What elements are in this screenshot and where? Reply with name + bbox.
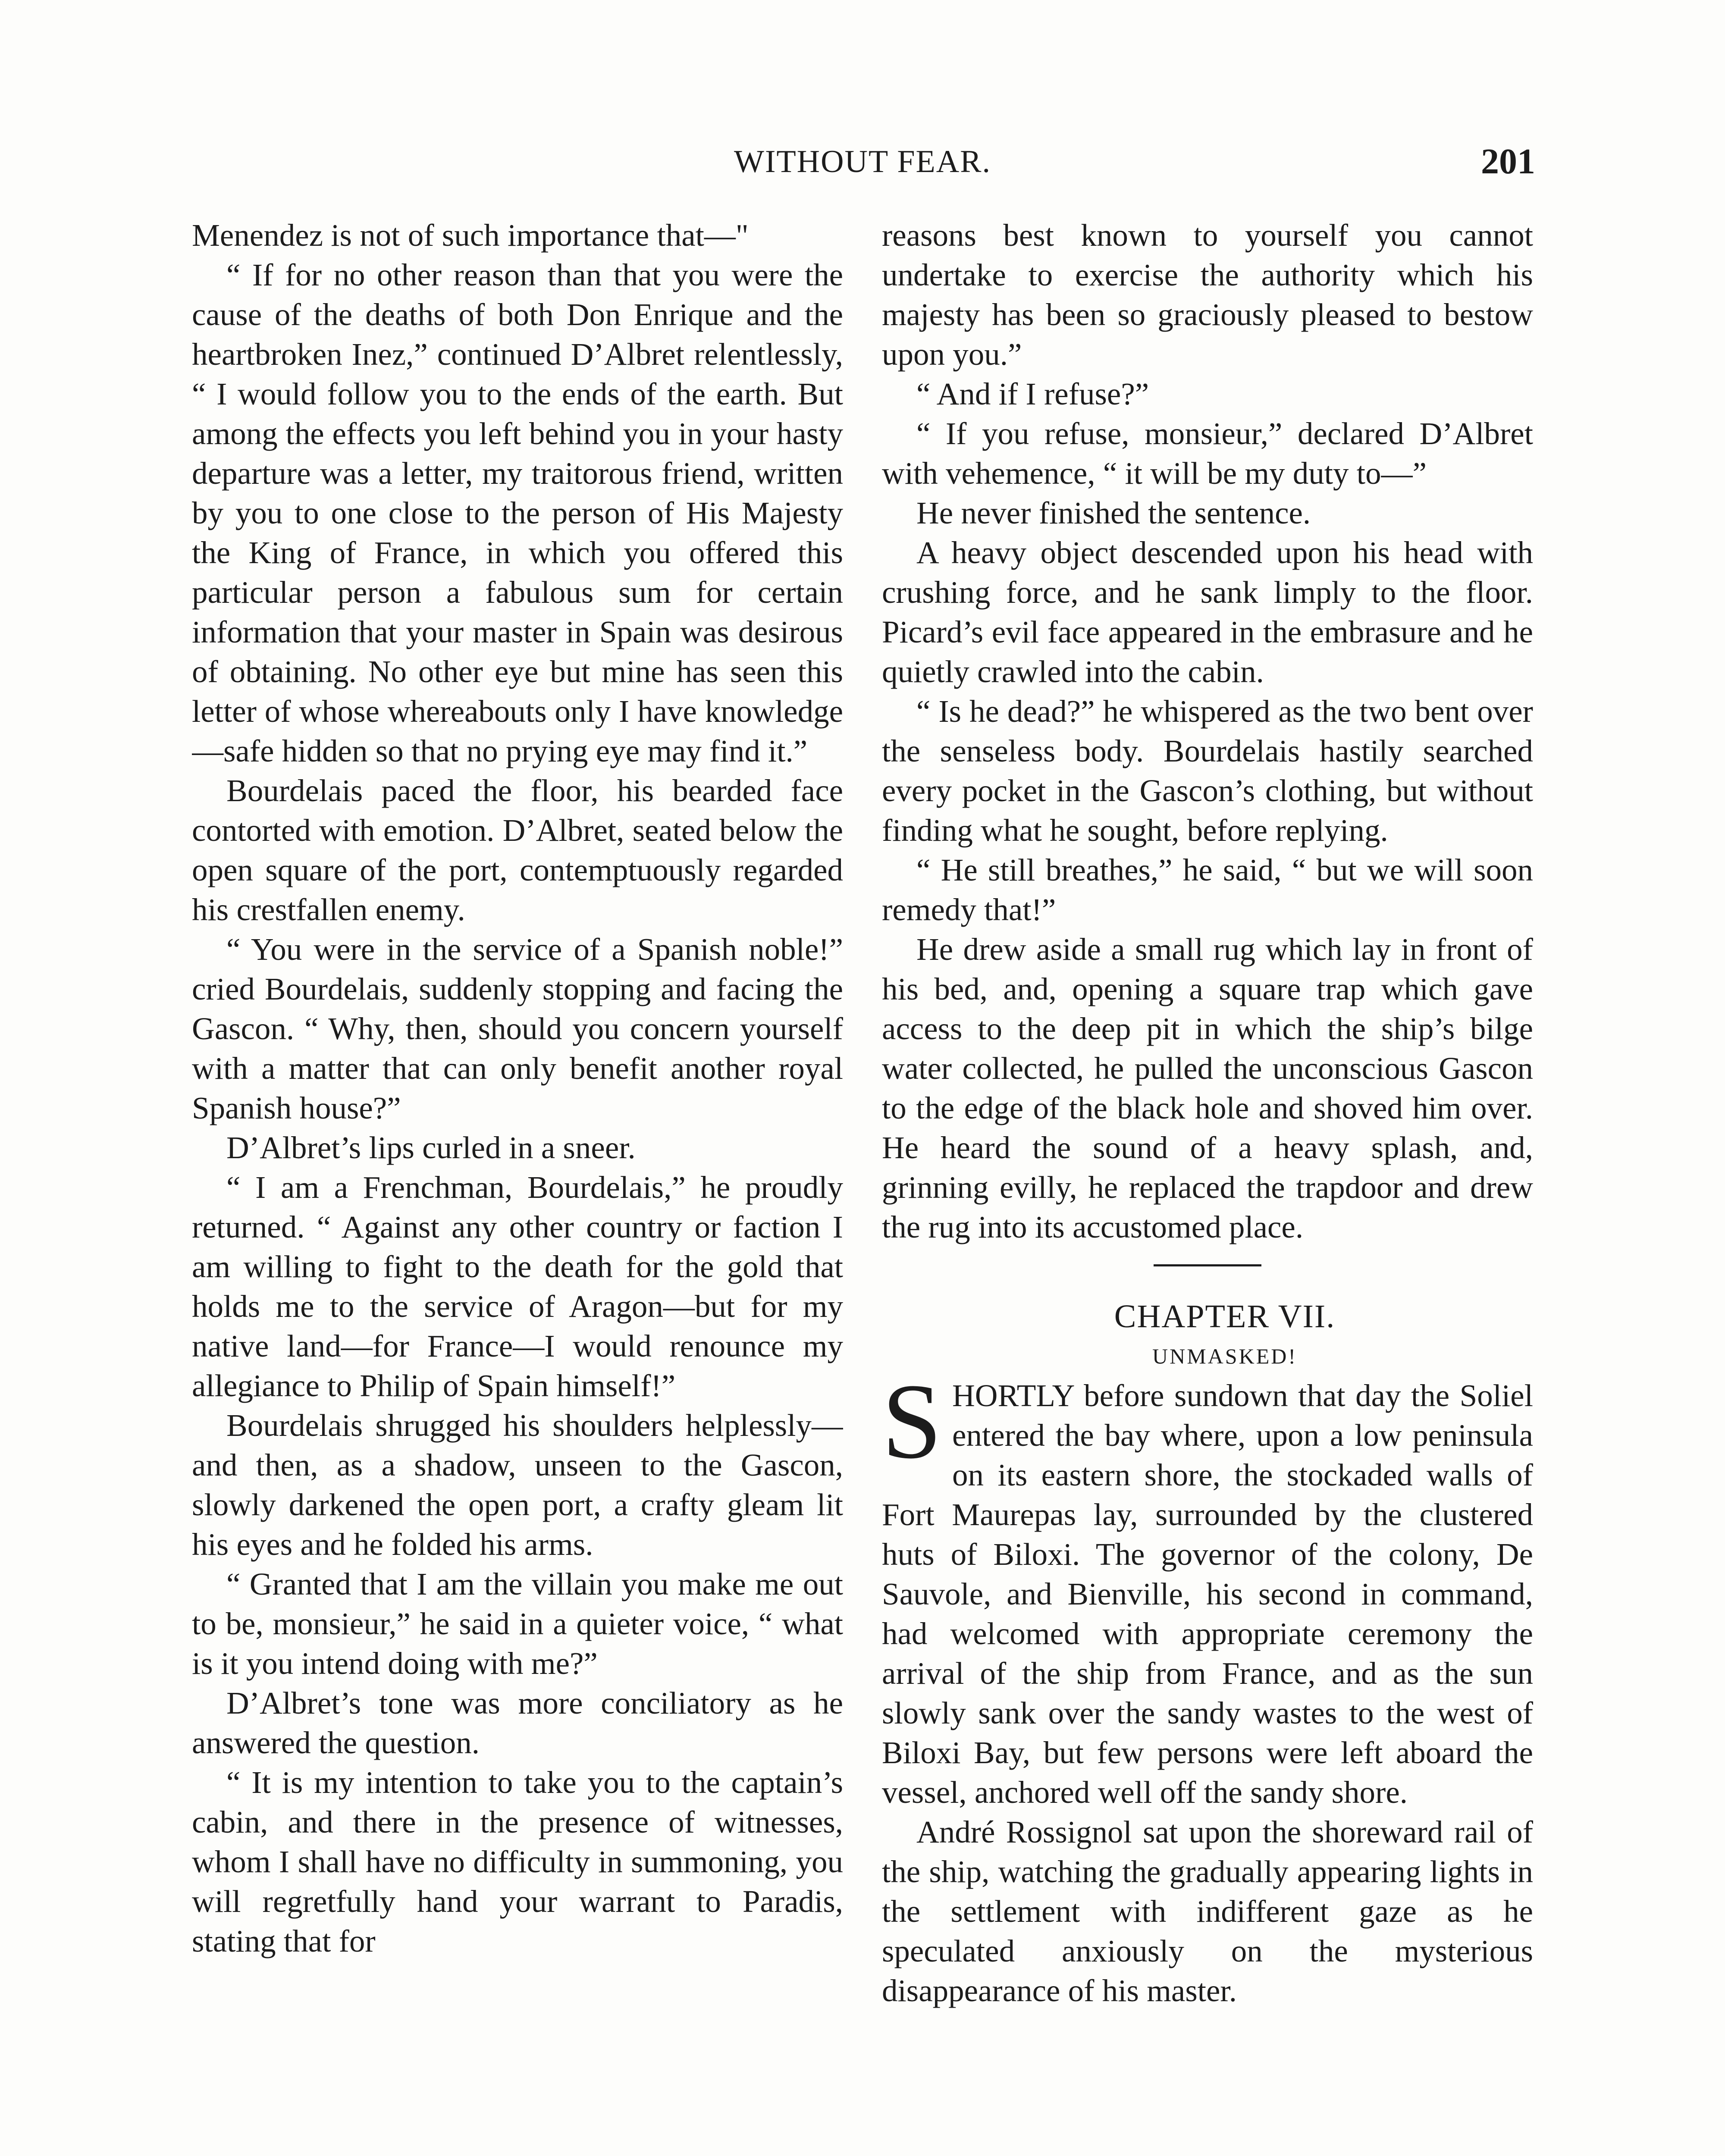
paragraph: A heavy object descended upon his head with crushing force, and he sank limply to the floor. Picard’s evil face appeared in the embrasure and he quietly crawled into the cabin. <box>882 535 1533 689</box>
page-number: 201 <box>1481 141 1535 182</box>
chapter-subtitle: UNMASKED! <box>1152 1344 1297 1368</box>
paragraph: Bourdelais paced the floor, his bearded face contorted with emotion. D’Albret, seated below the open square of the port, contemptuously regarded his crestfallen enemy. <box>192 773 843 927</box>
right-column <box>882 216 1533 2156</box>
paragraph: Bourdelais shrugged his shoulders helplessly—and then, as a shadow, unseen to the Gascon, slowly darkened the open port, a crafty gleam lit his eyes and he folded his arms. <box>192 1408 843 1562</box>
paragraph: “ It is my intention to take you to the captain’s cabin, and there in the presence of witnesses, whom I shall have no difficulty in summoning, you will regretfully hand your warrant to Paradis, stating that for <box>192 1765 843 1959</box>
chapter-opening-paragraph <box>882 1362 1533 1812</box>
paragraph: He drew aside a small rug which lay in front of his bed, and, opening a square trap which gave access to the deep pit in which the ship’s bilge water collected, he pulled the unconscious Gascon to the edge of the black hole and shoved him over. He heard the sound of a heavy splash, and, grinning evilly, he replaced the trapdoor and drew the rug into its accustomed place. <box>882 932 1533 1244</box>
paragraph: “ You were in the service of a Spanish noble!” cried Bourdelais, suddenly stopping and facing the Gascon. “ Why, then, should you concern yourself with a matter that can only benefit another royal Spanish house?” <box>192 932 843 1125</box>
running-title: WITHOUT FEAR. <box>734 144 991 179</box>
section-divider <box>1154 1264 1261 1266</box>
paragraph: André Rossignol sat upon the shoreward rail of the ship, watching the gradually appearing lights in the settlement with indifferent gaze as he speculated anxiously on the mysterious disappearance of his master. <box>882 1814 1533 2008</box>
paragraph: He never finished the sentence. <box>916 495 1311 530</box>
paragraph: “ He still breathes,” he said, “ but we will soon remedy that!” <box>882 852 1533 927</box>
chapter-title: CHAPTER VII. <box>1114 1298 1336 1335</box>
paragraph: “ And if I refuse?” <box>916 376 1149 411</box>
left-column <box>192 216 843 2156</box>
paragraph: Menendez is not of such importance that—" <box>192 218 749 253</box>
opening-paragraph-text: HORTLY before sundown that day the Soliel entered the bay where, upon a low peninsula on its eastern shore, the stockaded walls of Fort Maurepas lay, surrounded by the clustered huts of Biloxi. The governor of the colony, De Sauvole, and Bienville, his second in command, had welcomed with appropriate ceremony the arrival of the ship from France, and as the sun slowly sank over the sandy wastes to the west of Biloxi Bay, but few persons were left aboard the vessel, anchored well off the sandy shore. <box>882 1378 1533 1810</box>
paragraph: reasons best known to yourself you cannot undertake to exercise the authority which his majesty has been so graciously pleased to bestow upon you.” <box>882 218 1533 372</box>
paragraph: “ Granted that I am the villain you make me out to be, monsieur,” he said in a quieter voice, “ what is it you intend doing with me?” <box>192 1567 843 1681</box>
paragraph: D’Albret’s tone was more conciliatory as he answered the question. <box>192 1686 843 1760</box>
paragraph: “ If for no other reason than that you were the cause of the deaths of both Don Enrique and the heartbroken Inez,” continued D’Albret relentlessly, “ I would follow you to the ends of the earth. But among the effects you left behind you in your hasty departure was a letter, my traitorous friend, written by you to one close to the person of His Majesty the King of France, in which you offered this particular person a fabulous sum for certain information that your master in Spain was desirous of obtaining. No other eye but mine has seen this letter of whose whereabouts only I have knowledge—safe hidden so that no prying eye may find it.” <box>192 257 843 768</box>
paragraph: D’Albret’s lips curled in a sneer. <box>226 1130 636 1165</box>
paragraph: “ Is he dead?” he whispered as the two bent over the senseless body. Bourdelais hastily searched every pocket in the Gascon’s clothing, but without finding what he sought, before replying. <box>882 694 1533 848</box>
paragraph: “ I am a Frenchman, Bourdelais,” he proudly returned. “ Against any other country or faction I am willing to fight to the death for the gold that holds me to the service of Aragon—but for my native land—for France—I would renounce my allegiance to Philip of Spain himself!” <box>192 1170 843 1403</box>
drop-cap: S <box>882 1362 942 1481</box>
running-head <box>190 138 1535 185</box>
paragraph: “ If you refuse, monsieur,” declared D’Albret with vehemence, “ it will be my duty to—” <box>882 416 1533 491</box>
